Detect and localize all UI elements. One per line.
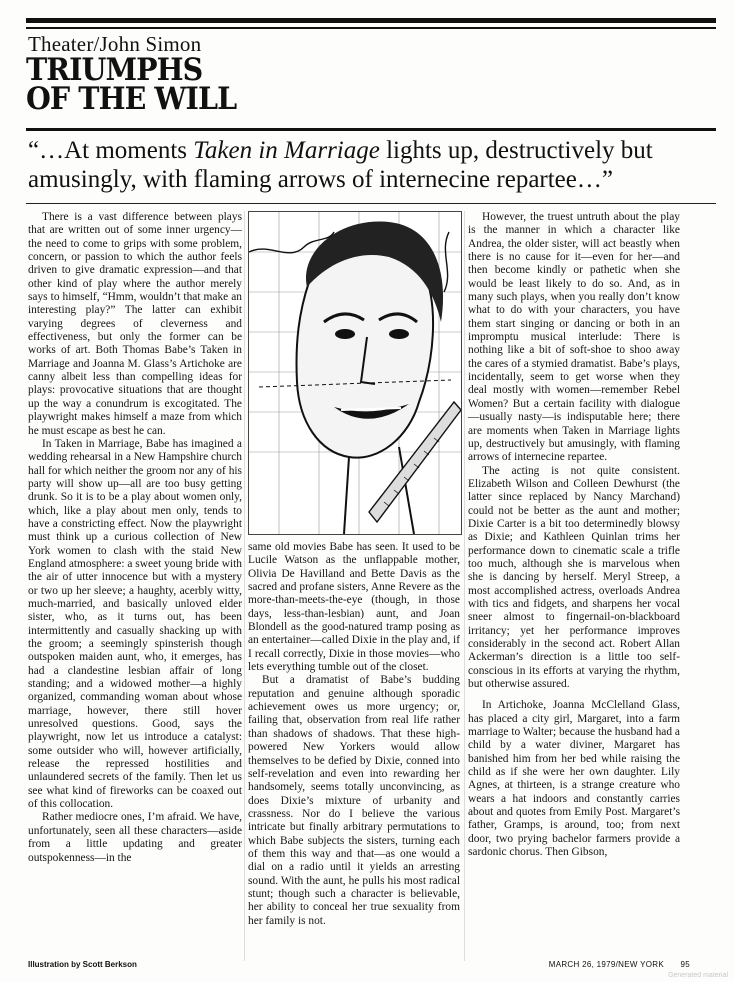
article-paragraph: Rather mediocre ones, I’m afraid. We have, unfortunately, seen all these characters—aside from a little updating and greater outspokenness—in the bbox=[28, 811, 242, 864]
article-paragraph: However, the truest untruth about the play is the manner in which a character like Andrea, the older sister, will act beastly when there is no cause for it—even for her—and then become kindly or pathetic when she would be least likely to do so. And, as in many such plays, when you really don’t know what to do with your characters, you have them start singing or dancing or both in an impromptu musical interlude: There is nothing like a bit of soft-shoe to shoo away the cares of a stymied dramatist. Babe’s plays, incidentally, seem to get worse when they deal mostly with women—remember Rebel Women? But a certain facility with dialogue—usually nasty—is indisputable here; there are moments when Taken in Marriage lights up, destructively but amusingly, with flaming arrows of internecine repartee. bbox=[468, 211, 680, 464]
headline-line-1: TRIUMPHS bbox=[26, 52, 203, 88]
watermark: Generated material bbox=[668, 972, 728, 979]
issue-date: MARCH 26, 1979/NEW YORK bbox=[548, 960, 664, 969]
pull-quote-open: “…At moments bbox=[28, 137, 194, 164]
article-paragraph: But a dramatist of Babe’s budding reputation and genuine although sporadic achievement owes us more urgency; or, failing that, observation from real life rather than shadows of shadows. That these high-powered New Yorkers would allow themselves to be defied by Dixie, conned into self-revelation and even into rewarding her handsomely, seems totally unconvincing, as does Dixie’s mixture of urbanity and crassness. Nor do I believe the various intricate but finally arbitrary permutations to which Babe subjects the sisters, turning each of them this way and that—as one would a dial on a radio until it yields an arresting sound. With the aunt, he pulls his most radical stunt; though such a character is believable, her ability to conceal her true sexuality from her family is not. bbox=[248, 674, 460, 927]
top-rule-thin bbox=[26, 27, 716, 29]
article-column-1 bbox=[28, 211, 242, 865]
pull-quote-rule bbox=[26, 203, 716, 204]
top-rule bbox=[26, 18, 716, 23]
article-column-2 bbox=[248, 541, 460, 928]
portrait-illustration bbox=[249, 212, 461, 534]
article-paragraph: same old movies Babe has seen. It used to be Lucile Watson as the unflappable mother, Olivia De Havilland and Bette Davis as the sacred and profane sisters, Anne Revere as the more-than-meets-the-eye (though, in those days, less-than-lesbian) aunt, and Joan Blondell as the good-natured tramp posing as an entertainer—called Dixie in the play and, if I recall correctly, Dixie in those movies—who lets everything tumble out of the closet. bbox=[248, 541, 460, 674]
article-paragraph: In Artichoke, Joanna McClelland Glass, has placed a city girl, Margaret, into a farm marriage to Walter; because the husband had a child by a water diviner, Margaret has banished him from her bed while raising the child as if she were her own daughter. Lily Agnes, at thirteen, is a strange creature who wears a hat indoors and constantly carries about and quotes from Emily Post. Margaret’s father, Gramps, is around, too; from next door, two prying bachelor farmers provide a sardonic chorus. Then Gibson, bbox=[468, 699, 680, 859]
column-divider bbox=[464, 211, 465, 961]
illustration-credit: Illustration by Scott Berkson bbox=[28, 960, 137, 969]
column-divider bbox=[244, 211, 245, 961]
article-paragraph: The acting is not quite consistent. Elizabeth Wilson and Colleen Dewhurst (the latter since replaced by Nancy Marchand) could not be better as the aunt and mother; Dixie Carter is a bit too determinedly blowsy as Dixie; and Kathleen Quinlan trims her performance down to cinematic scale a trifle too much, although she is marvelous when she is dancing by herself. Meryl Streep, a most accomplished actress, overloads Andrea with tics and fidgets, and sharpens her vocal sneer almost to fingernail-on-blackboard irritancy; yet her performance improves considerably in the second act. Robert Allan Ackerman’s direction is a little too self-conscious in its efforts at varying the rhythm, but otherwise assured. bbox=[468, 464, 680, 691]
pull-quote-rest: lights up, destructively but amusingly, with flaming arrows of internecine repartee…” bbox=[28, 137, 653, 193]
pull-quote bbox=[28, 136, 708, 194]
article-paragraph: In Taken in Marriage, Babe has imagined a wedding rehearsal in a New Hampshire church hall for which neither the groom nor any of his party will show up—all are too busy getting drunk. So it is to be a play about women only, which, like a play about men only, tends to have a constricting effect. Now the playwright must think up a curious collection of New York women to clash with the staid New England atmosphere: a sweet young bride with the air of utter innocence but with a mystery or two up her sleeve; a haughty, acerbly witty, much-married, and basically unloved elder sister, who, as it turns out, has been intermittently and casually shacking up with the groom; a seemingly spinsterish though outspoken maiden aunt, who, it emerges, has had a clandestine lesbian affair of long standing; and a widowed mother—a highly organized, commanding woman about whose marriage, however, there still hover unresolved questions. Good, says the playwright, now let us introduce a catalyst: some outsider who will, however artificially, release the repressed hostilities and unlaundered secrets of the family. Then let us see what kind of fireworks can be coaxed out of this collocation. bbox=[28, 437, 242, 811]
headline-line-2: OF THE WILL bbox=[26, 81, 237, 117]
section-kicker: Theater/John Simon bbox=[28, 32, 202, 56]
page-number: 95 bbox=[680, 960, 690, 969]
article-paragraph: There is a vast difference between plays that are written out of some inner urgency—the need to come to grips with some problem, concern, or passion to which the author feels driven to give dramatic expression—and that other kind of play where the author merely says to himself, “Hmm, wouldn’t that make an interesting play?” The latter can exhibit varying degrees of cleverness and effectiveness, but only the former can be works of art. Both Thomas Babe’s Taken in Marriage and Joanna M. Glass’s Artichoke are canny albeit less than compelling ideas for plays: provocative situations that are thought up the way a conundrum is excogitated. The playwright makes himself a maze from which he must escape as best he can. bbox=[28, 211, 242, 437]
headline-rule bbox=[26, 128, 716, 131]
article-column-3 bbox=[468, 211, 680, 860]
headline bbox=[26, 52, 237, 117]
page-footer bbox=[535, 960, 690, 969]
pull-quote-title: Taken in Marriage bbox=[193, 137, 380, 164]
illustration bbox=[248, 211, 462, 535]
